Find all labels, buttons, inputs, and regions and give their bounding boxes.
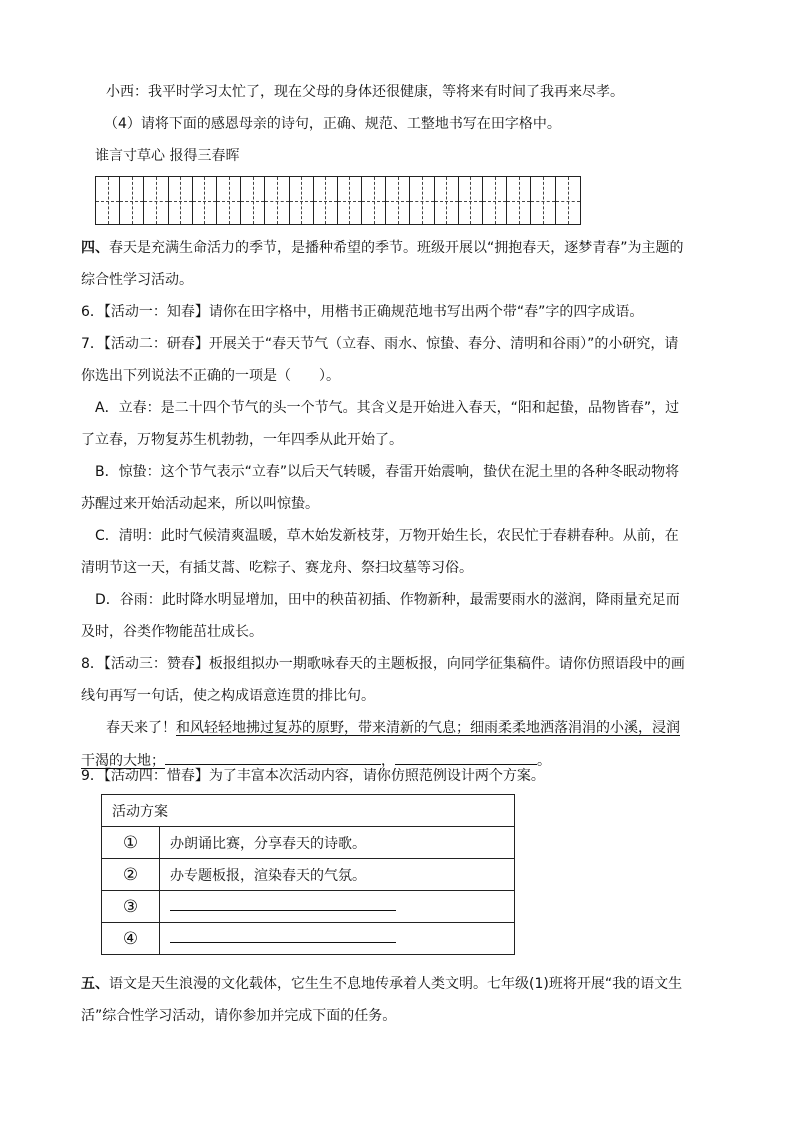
- passage-start: 春天来了！: [106, 720, 176, 736]
- option-d-line-1: D．谷雨：此时降水明显增加，田中的秧苗初插、作物新种，最需要雨水的滋润，降雨量充足而: [95, 592, 680, 608]
- table-header: 活动方案: [102, 795, 515, 827]
- tianzige-cell[interactable]: [120, 177, 144, 224]
- poem-line: 谁言寸草心 报得三春晖: [95, 148, 240, 164]
- answer-line[interactable]: [170, 898, 396, 911]
- option-a-line-1: A．立春：是二十四个节气的头一个节气。其含义是开始进入春天，“阳和起蛰，品物皆春”，过: [95, 400, 680, 416]
- tianzige-cell[interactable]: [169, 177, 193, 224]
- section-5-number: 五、: [81, 976, 109, 992]
- tianzige-cell[interactable]: [314, 177, 338, 224]
- table-row: [102, 859, 515, 891]
- row-number: ①: [102, 827, 160, 859]
- row-content: 办专题板报，渲染春天的气氛。: [160, 859, 515, 891]
- option-c-line-2: 清明节这一天，有插艾蒿、吃粽子、赛龙舟、祭扫坟墓等习俗。: [81, 560, 473, 576]
- section-5-line-2: 活”综合性学习活动，请你参加并完成下面的任务。: [81, 1008, 397, 1024]
- question-7-line-1: 7．【活动二：研春】开展关于“春天节气（立春、雨水、惊蛰、春分、清明和谷雨）”的小研究，请: [81, 336, 679, 352]
- tianzige-cell[interactable]: [290, 177, 314, 224]
- question-9: 9．【活动四：惜春】为了丰富本次活动内容，请你仿照范例设计两个方案。: [81, 768, 545, 784]
- option-b-line-1: B．惊蛰：这个节气表示“立春”以后天气转暖，春雷开始震响，蛰伏在泥土里的各种冬眠动物将: [95, 464, 680, 480]
- passage-underlined-2: 干渴的大地；: [81, 753, 165, 769]
- row-number: ②: [102, 859, 160, 891]
- table-row: [102, 923, 515, 955]
- comma: ，: [381, 753, 395, 769]
- section-4-number: 四、: [81, 240, 109, 256]
- tianzige-cell[interactable]: [410, 177, 434, 224]
- table-row: [102, 827, 515, 859]
- table-header-row: [102, 795, 515, 827]
- dialogue-line: 小西：我平时学习太忙了，现在父母的身体还很健康，等将来有时间了我再来尽孝。: [106, 84, 624, 100]
- tianzige-cell[interactable]: [386, 177, 410, 224]
- option-d-line-2: 及时，谷类作物能茁壮成长。: [81, 624, 263, 640]
- section-4-intro: 春天是充满生命活力的季节，是播种希望的季节。班级开展以“拥抱春天，逐梦青春”为主题的: [109, 240, 684, 256]
- tianzige-cell[interactable]: [241, 177, 265, 224]
- question-8-line-1: 8．【活动三：赞春】板报组拟办一期歌咏春天的主题板报，向同学征集稿件。请你仿照语段中的画: [81, 656, 685, 672]
- activity-plan-table: [101, 794, 515, 955]
- tianzige-cell[interactable]: [362, 177, 386, 224]
- tianzige-grid[interactable]: [95, 176, 581, 225]
- tianzige-cell[interactable]: [144, 177, 168, 224]
- tianzige-cell[interactable]: [265, 177, 289, 224]
- row-number: ④: [102, 923, 160, 955]
- tianzige-cell[interactable]: [459, 177, 483, 224]
- tianzige-cell[interactable]: [217, 177, 241, 224]
- tianzige-cell[interactable]: [96, 177, 120, 224]
- tianzige-cell[interactable]: [507, 177, 531, 224]
- end-mark: 。: [537, 753, 551, 769]
- question-8-line-2: 线句再写一句话，使之构成语意连贯的排比句。: [81, 688, 375, 704]
- section-4-line-1: [81, 238, 684, 258]
- tianzige-cell[interactable]: [193, 177, 217, 224]
- option-b-line-2: 苏醒过来开始活动起来，所以叫惊蛰。: [81, 496, 319, 512]
- section-4-line-2: 综合性学习活动。: [81, 272, 193, 288]
- answer-blank-2[interactable]: [395, 750, 537, 765]
- question-7-line-2: 你选出下列说法不正确的一项是（ ）。: [81, 368, 340, 384]
- passage-underlined-1: 和风轻轻地拂过复苏的原野，带来清新的气息；细雨柔柔地洒落涓涓的小溪，浸润: [176, 720, 680, 736]
- option-a-line-2: 了立春，万物复苏生机勃勃，一年四季从此开始了。: [81, 432, 403, 448]
- question-4-prompt: （4）请将下面的感恩母亲的诗句，正确、规范、工整地书写在田字格中。: [104, 116, 561, 132]
- option-c-line-1: C．清明：此时气候清爽温暖，草木始发新枝芽，万物开始生长，农民忙于春耕春种。从前，在: [95, 528, 679, 544]
- table-row: [102, 891, 515, 923]
- section-5-line-1: [81, 974, 682, 994]
- tianzige-cell[interactable]: [435, 177, 459, 224]
- row-answer-cell[interactable]: [160, 923, 515, 955]
- tianzige-cell[interactable]: [483, 177, 507, 224]
- passage-line-1: [106, 718, 680, 738]
- tianzige-cell[interactable]: [338, 177, 362, 224]
- row-content: 办朗诵比赛，分享春天的诗歌。: [160, 827, 515, 859]
- row-number: ③: [102, 891, 160, 923]
- row-answer-cell[interactable]: [160, 891, 515, 923]
- section-5-intro: 语文是天生浪漫的文化载体，它生生不息地传承着人类文明。七年级(1)班将开展“我的语文生: [109, 976, 683, 992]
- answer-line[interactable]: [170, 930, 396, 943]
- question-6: 6．【活动一：知春】请你在田字格中，用楷书正确规范地书写出两个带“春”字的四字成语。: [81, 304, 644, 320]
- answer-blank-1[interactable]: [165, 750, 381, 765]
- tianzige-cell[interactable]: [531, 177, 555, 224]
- tianzige-cell[interactable]: [556, 177, 580, 224]
